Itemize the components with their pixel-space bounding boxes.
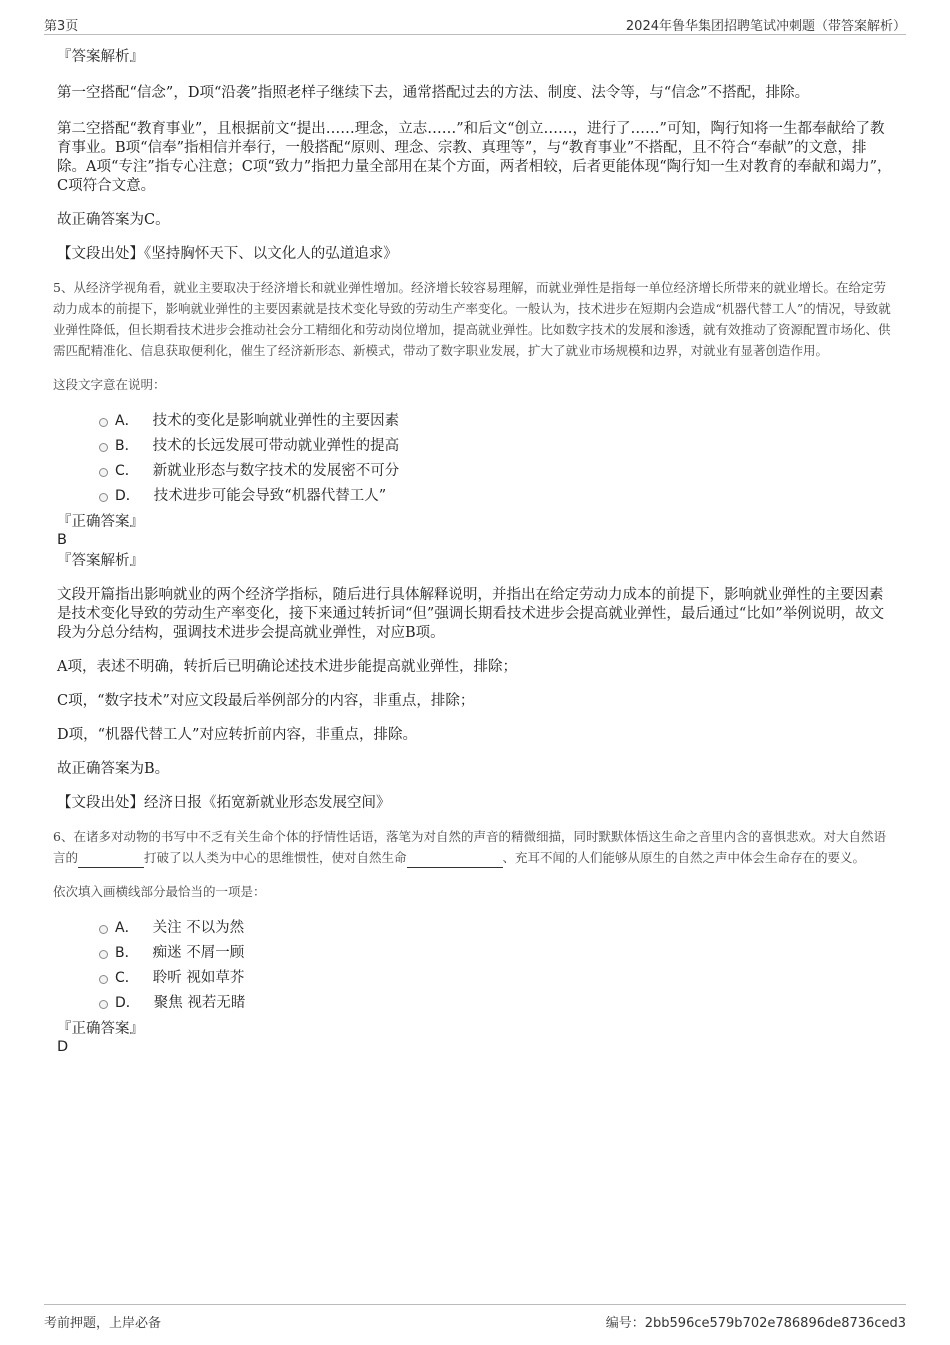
- option-letter: A．: [115, 920, 139, 936]
- q6-options: [57, 916, 895, 1016]
- page-content: [53, 44, 895, 1055]
- option-letter: D．: [115, 488, 140, 504]
- option-text: 新就业形态与数字技术的发展密不可分: [152, 463, 400, 479]
- q5-prompt: 这段文字意在说明：: [53, 377, 166, 392]
- q5-answer-label: 『正确答案』: [57, 514, 144, 530]
- option-text: 聚焦 视若无睹: [153, 995, 246, 1011]
- q5-source: 【文段出处】经济日报《拓宽新就业形态发展空间》: [57, 795, 391, 811]
- radio-icon[interactable]: [99, 975, 108, 984]
- radio-icon[interactable]: [99, 950, 108, 959]
- option-letter: C．: [115, 970, 139, 986]
- blank-line-2: [407, 853, 503, 868]
- document-title: 2024年鲁华集团招聘笔试冲刺题（带答案解析）: [625, 19, 906, 34]
- radio-icon[interactable]: [99, 418, 108, 427]
- option-letter: C．: [115, 463, 139, 479]
- page-number: 第3页: [44, 19, 79, 34]
- q6-text-part1: 6、在诸多对动物的书写中不乏有关生命个体的抒情性话语，落笔为对自然的声音的精微细描，同时默默体悟这生命之音里内含的喜惧悲欢。对大自然语言的: [53, 829, 886, 865]
- option-letter: D．: [115, 995, 140, 1011]
- option-letter: B．: [115, 438, 139, 454]
- q6-prompt: 依次填入画横线部分最恰当的一项是：: [53, 884, 266, 899]
- q5-analysis-p4: D项，“机器代替工人”对应转折前内容，非重点，排除。: [57, 727, 417, 743]
- option-text: 痴迷 不屑一顾: [152, 945, 245, 961]
- q4-conclusion: 故正确答案为C。: [57, 212, 170, 228]
- option-text: 技术的长远发展可带动就业弹性的提高: [152, 438, 400, 454]
- q5-option-b[interactable]: [57, 434, 895, 459]
- q4-source: 【文段出处】《坚持胸怀天下、以文化人的弘道追求》: [57, 246, 398, 262]
- q5-answer: B: [57, 532, 67, 548]
- q6-option-b[interactable]: [57, 941, 895, 966]
- radio-icon[interactable]: [99, 468, 108, 477]
- blank-line-1: [78, 853, 144, 868]
- q6-answer: D: [57, 1039, 69, 1055]
- q5-analysis-label: 『答案解析』: [57, 553, 144, 569]
- q5-option-a[interactable]: [57, 409, 895, 434]
- radio-icon[interactable]: [99, 443, 108, 452]
- q4-analysis-label: 『答案解析』: [57, 49, 144, 65]
- q5-options: [57, 409, 895, 509]
- option-text: 技术进步可能会导致“机器代替工人”: [153, 488, 387, 504]
- q4-analysis-p2: 第二空搭配“教育事业”，且根据前文“提出……理念，立志……”和后文“创立……，进行了……”可知，陶行知将一生都奉献给了教育事业。B项“信奉”指相信并奉行，一般搭配“原则、理念、宗教、真理等”，与“教育事业”不搭配，且不符合“奉献”的文意，排除。A项“专注”指专心注意；C项“致力”指把力量全部用在某个方面，两者相较，后者更能体现“陶行知一生对教育的奉献和竭力”，C项符合文意。: [57, 121, 892, 194]
- q5-analysis-p2: A项，表述不明确，转折后已明确论述技术进步能提高就业弹性，排除；: [57, 659, 517, 675]
- option-letter: A．: [115, 413, 139, 429]
- q6-option-d[interactable]: [57, 991, 895, 1016]
- q5-option-c[interactable]: [57, 459, 895, 484]
- option-text: 关注 不以为然: [152, 920, 245, 936]
- option-text: 技术的变化是影响就业弹性的主要因素: [152, 413, 400, 429]
- radio-icon[interactable]: [99, 1000, 108, 1009]
- code-label: 编号：: [605, 1316, 645, 1331]
- q6-text-part2: 打破了以人类为中心的思维惯性，使对自然生命: [144, 850, 407, 865]
- q6-option-a[interactable]: [57, 916, 895, 941]
- option-letter: B．: [115, 945, 139, 961]
- radio-icon[interactable]: [99, 493, 108, 502]
- q5-analysis-p3: C项，“数字技术”对应文段最后举例部分的内容，非重点，排除；: [57, 693, 475, 709]
- code-value: 2bb596ce579b702e786896de8736ced3: [644, 1316, 906, 1331]
- q4-analysis-p1: 第一空搭配“信念”，D项“沿袭”指照老样子继续下去，通常搭配过去的方法、制度、法令等，与“信念”不搭配，排除。: [57, 85, 810, 101]
- q6-answer-label: 『正确答案』: [57, 1021, 144, 1037]
- document-code: [606, 1312, 906, 1331]
- footer-slogan: 考前押题，上岸必备: [44, 1316, 162, 1331]
- q5-option-d[interactable]: [57, 484, 895, 509]
- page-footer: [44, 1304, 906, 1331]
- page-header: [44, 14, 906, 35]
- q5-question-text: 5、从经济学视角看，就业主要取决于经济增长和就业弹性增加。经济增长较容易理解，而就业弹性是指每一单位经济增长所带来的就业增长。在给定劳动力成本的前提下，影响就业弹性的主要因素就是技术变化导致的劳动生产率变化。一般认为，技术进步在短期内会造成“机器代替工人”的情况，导致就业弹性降低，但长期看技术进步会推动社会分工精细化和劳动岗位增加，提高就业弹性。比如数字技术的发展和渗透，就有效推动了资源配置市场化、供需匹配精准化、信息获取便利化，催生了经济新形态、新模式，带动了数字职业发展，扩大了就业市场规模和边界，对就业有显著创造作用。: [53, 280, 891, 358]
- option-text: 聆听 视如草芥: [152, 970, 245, 986]
- q6-text-part3: 、充耳不闻的人们能够从原生的自然之声中体会生命存在的要义。: [502, 850, 866, 865]
- radio-icon[interactable]: [99, 925, 108, 934]
- q5-conclusion: 故正确答案为B。: [57, 761, 170, 777]
- q5-analysis-p1: 文段开篇指出影响就业的两个经济学指标，随后进行具体解释说明，并指出在给定劳动力成本的前提下，影响就业弹性的主要因素是技术变化导致的劳动生产率变化，接下来通过转折词“但”强调长期看技术进步会提高就业弹性，最后通过“比如”举例说明，故文段为分总分结构，强调技术进步会提高就业弹性，对应B项。: [57, 587, 885, 641]
- q6-option-c[interactable]: [57, 966, 895, 991]
- q6-question-text: [53, 826, 895, 868]
